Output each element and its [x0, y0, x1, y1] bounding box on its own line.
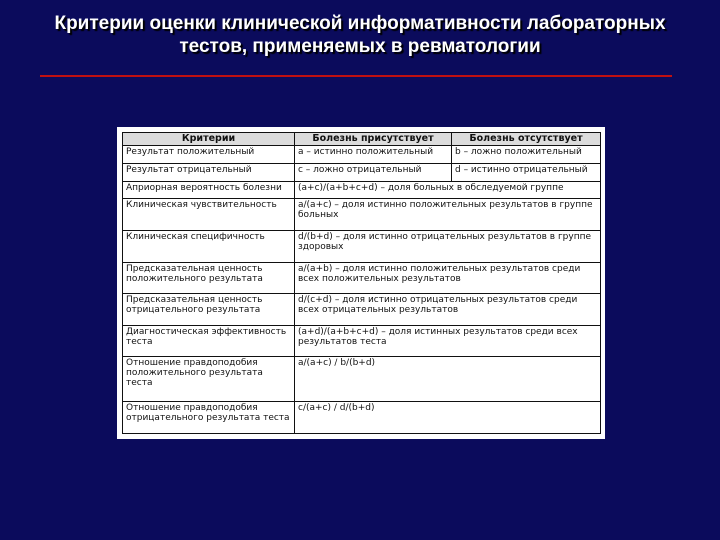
absent-cell: b – ложно положительный [452, 146, 601, 164]
criterion-cell: Отношение правдоподобия положительного результата теста [123, 357, 295, 402]
table-row [123, 402, 601, 434]
table-row [123, 146, 601, 164]
criterion-cell: Результат отрицательный [123, 163, 295, 181]
table-row [123, 231, 601, 263]
table-header-row [123, 133, 601, 146]
slide-title-line-2: тестов, применяемых в ревматологии [179, 36, 541, 57]
table-row [123, 163, 601, 181]
criteria-table [122, 132, 601, 434]
table-row [123, 357, 601, 402]
table-row [123, 181, 601, 199]
table-row [123, 325, 601, 357]
criterion-cell: Клиническая чувствительность [123, 199, 295, 231]
criterion-cell: Априорная вероятность болезни [123, 181, 295, 199]
present-cell: a – истинно положительный [295, 146, 452, 164]
criteria-table-frame [117, 127, 605, 439]
slide-title-line-1: Критерии оценки клинической информативности лабораторных [54, 13, 666, 34]
criterion-cell: Предсказательная ценность отрицательного результата [123, 294, 295, 326]
criterion-cell: Результат положительный [123, 146, 295, 164]
criterion-cell: Клиническая специфичность [123, 231, 295, 263]
formula-cell: a/(a+c) / b/(b+d) [295, 357, 601, 402]
formula-cell: d/(b+d) – доля истинно отрицательных результатов в группе здоровых [295, 231, 601, 263]
header-disease-present: Болезнь присутствует [295, 133, 452, 146]
header-disease-absent: Болезнь отсутствует [452, 133, 601, 146]
formula-cell: d/(c+d) – доля истинно отрицательных результатов среди всех отрицательных результатов [295, 294, 601, 326]
formula-cell: c/(a+c) / d/(b+d) [295, 402, 601, 434]
criterion-cell: Отношение правдоподобия отрицательного результата теста [123, 402, 295, 434]
absent-cell: d – истинно отрицательный [452, 163, 601, 181]
slide-title [0, 12, 720, 58]
formula-cell: a/(a+c) – доля истинно положительных результатов в группе больных [295, 199, 601, 231]
table-row [123, 262, 601, 294]
formula-cell: a/(a+b) – доля истинно положительных результатов среди всех положительных результатов [295, 262, 601, 294]
formula-cell: (a+d)/(a+b+c+d) – доля истинных результатов среди всех результатов теста [295, 325, 601, 357]
table-row [123, 199, 601, 231]
table-row [123, 294, 601, 326]
header-criteria: Критерии [123, 133, 295, 146]
criterion-cell: Диагностическая эффективность теста [123, 325, 295, 357]
present-cell: c – ложно отрицательный [295, 163, 452, 181]
formula-cell: (a+c)/(a+b+c+d) – доля больных в обследуемой группе [295, 181, 601, 199]
title-divider [40, 75, 672, 77]
criterion-cell: Предсказательная ценность положительного результата [123, 262, 295, 294]
